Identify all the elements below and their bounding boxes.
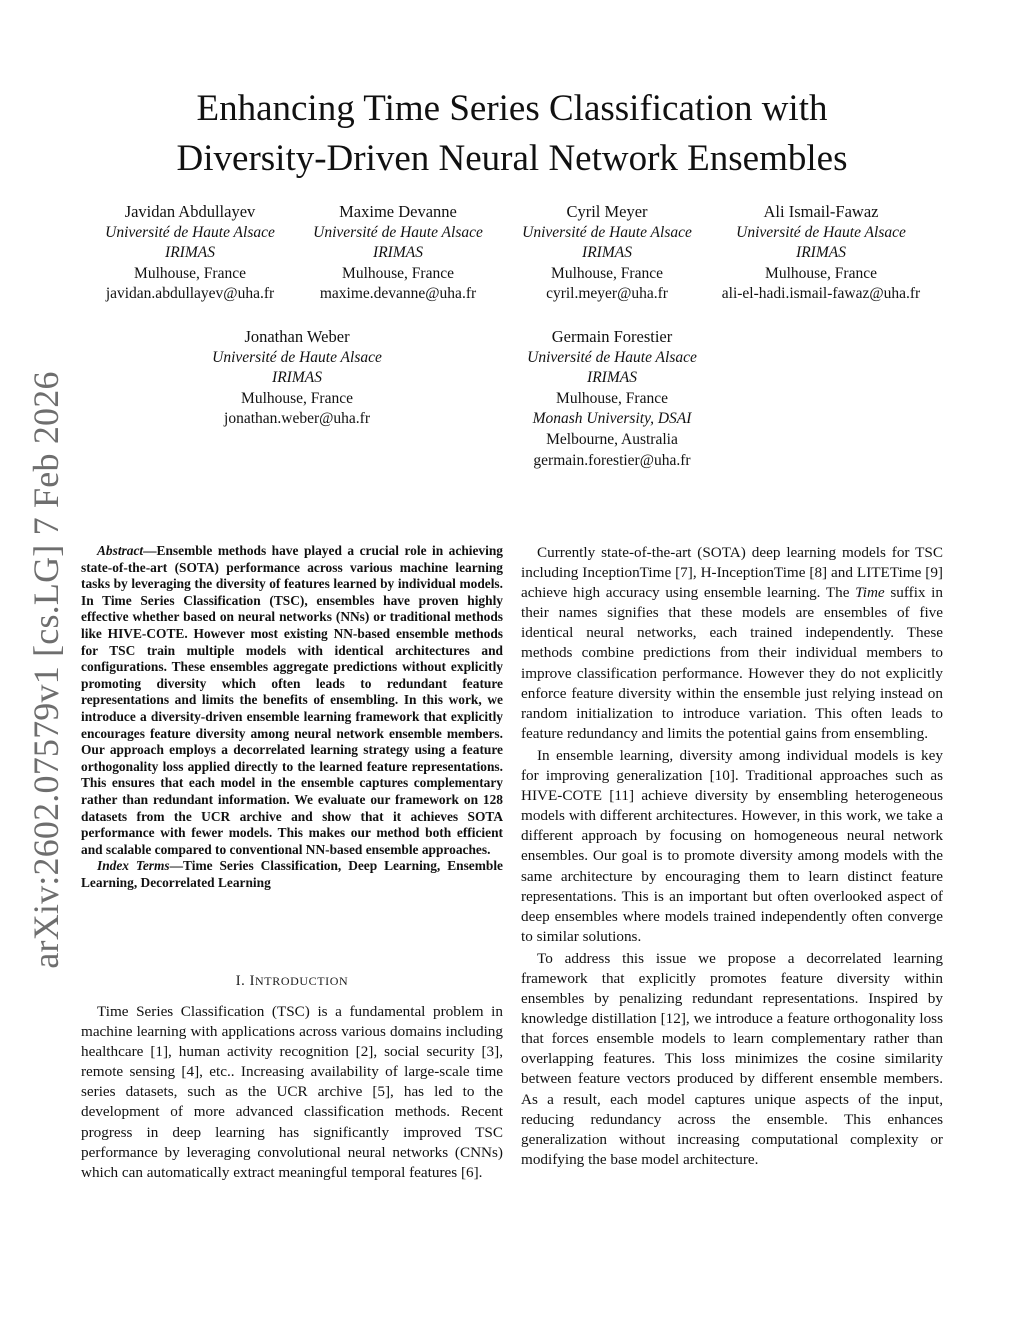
p1-part-b: suffix in their names signifies that these models are ensembles of five identical neural networks, each trained independently. These methods combine predictions from their individual members to improve classification performance. However they do not explicitly enforce feature diversity within the ensemble just relying instead on random initialization to introduce variation. This often leads to feature redundancy and limits the potential gains from ensembling. [521, 584, 943, 742]
section-heading [81, 973, 503, 990]
author-block-3 [492, 202, 722, 305]
p1-part-a: Currently state-of-the-art (SOTA) deep learning models for TSC including InceptionTime [7], H-InceptionTime [8] and LITETime [9] achieve high accuracy using ensemble learning. The [521, 544, 943, 602]
section-title-rest: NTRODUCTION [255, 974, 349, 988]
title-line-1: Enhancing Time Series Classification with [196, 88, 828, 129]
author-name: Cyril Meyer [566, 202, 648, 221]
author-email[interactable]: jonathan.weber@uha.fr [224, 410, 370, 428]
author-email[interactable]: javidan.abdullayev@uha.fr [105, 285, 275, 303]
author-email[interactable]: germain.forestier@uha.fr [533, 451, 691, 469]
author-name: Jonathan Weber [244, 327, 350, 346]
intro-paragraph-4: To address this issue we propose a decorrelated learning framework that explicitly promotes feature diversity within ensembles by penalizing redundant representations. Inspired by knowledge distillation [12], we introduce a feature orthogonality loss that forces ensemble models to learn complementary rather than overlapping features. This loss minimizes the cosine similarity between feature vectors produced by different ensemble members. As a result, each model captures unique aspects of the input, reducing redundancy across the ensemble. This enhances generalization without increasing computational complexity or modifying the base model architecture. [521, 949, 943, 1168]
author-affiliation: Université de Haute Alsace [105, 223, 275, 241]
author-dept: IRIMAS [373, 244, 423, 262]
abstract [81, 543, 503, 891]
author-name: Maxime Devanne [339, 202, 457, 221]
author-name: Germain Forestier [551, 327, 673, 346]
author-dept: IRIMAS [587, 369, 637, 387]
author-dept: IRIMAS [796, 244, 846, 262]
author-dept: IRIMAS [272, 369, 322, 387]
author-email[interactable]: cyril.meyer@uha.fr [546, 285, 668, 303]
p1-time-word: Time [855, 584, 885, 602]
author-affiliation: Université de Haute Alsace [736, 223, 906, 241]
author-location: Mulhouse, France [551, 264, 663, 282]
abstract-label: Abstract [97, 543, 144, 558]
section-number: I. [235, 973, 250, 989]
author-location-2: Melbourne, Australia [546, 430, 678, 448]
author-name: Javidan Abdullayev [124, 202, 256, 221]
abstract-text: —Ensemble methods have played a crucial role in achieving state-of-the-art (SOTA) performance across various machine learning tasks by leveraging the diversity of features learned by individual models. In Time Series Classification (TSC), ensembles have proven highly effective whether based on neural networks (NNs) or traditional methods like HIVE-COTE. However most existing NN-based ensemble methods for TSC train multiple models with identical architectures and configurations. These ensembles aggregate predictions without explicitly promoting diversity which often leads to redundant feature representations and limits the benefits of ensembling. In this work, we introduce a diversity-driven ensemble learning framework that explicitly encourages feature diversity among neural network ensemble members. Our approach employs a decorrelated learning strategy using a feature orthogonality loss applied directly to the learned feature representations. This ensures that each model in the ensemble captures complementary rather than redundant information. We evaluate our framework on 128 datasets from the UCR archive and show that it achieves SOTA performance with fewer models. This makes our method both efficient and scalable compared to conventional NN-based ensemble approaches. [81, 543, 503, 857]
index-terms-label: Index Terms [97, 858, 170, 874]
paper-title [100, 84, 924, 184]
author-affiliation: Université de Haute Alsace [313, 223, 483, 241]
author-location: Mulhouse, France [765, 264, 877, 282]
author-dept: IRIMAS [582, 244, 632, 262]
author-affiliation: Université de Haute Alsace [212, 348, 382, 366]
author-affiliation: Université de Haute Alsace [522, 223, 692, 241]
author-location: Mulhouse, France [556, 389, 668, 407]
abstract-paragraph [81, 543, 503, 858]
author-block-2 [283, 202, 513, 305]
author-name: Ali Ismail-Fawaz [763, 202, 879, 221]
intro-left [81, 1002, 503, 1185]
author-dept: IRIMAS [165, 244, 215, 262]
author-affiliation: Université de Haute Alsace [527, 348, 697, 366]
intro-right [521, 543, 943, 1172]
title-line-2: Diversity-Driven Neural Network Ensembles [176, 138, 848, 179]
author-location: Mulhouse, France [134, 264, 246, 282]
intro-paragraph-3: In ensemble learning, diversity among individual models is key for improving generalization [10]. Traditional approaches such as HIVE-COTE [11] achieve diversity by ensembling heterogeneous models with different architectures. However, in this work, we take a different approach by focusing on homogeneous neural network ensembles. Our goal is to promote diversity among models with the same architecture by encouraging them to learn distinct feature representations. This is an important but often overlooked aspect of deep ensembles where models trained independently often converge to similar solutions. [521, 746, 943, 945]
author-email[interactable]: ali-el-hadi.ismail-fawaz@uha.fr [721, 285, 921, 303]
author-email[interactable]: maxime.devanne@uha.fr [319, 285, 477, 303]
author-affiliation-2: Monash University, DSAI [532, 410, 692, 428]
author-block-6 [497, 327, 727, 471]
author-block-4 [696, 202, 946, 305]
author-location: Mulhouse, France [342, 264, 454, 282]
author-location: Mulhouse, France [241, 389, 353, 407]
index-terms-text: —Time Series Classification, Deep Learning, Ensemble Learning, Decorrelated Learning [81, 858, 503, 890]
index-terms [81, 858, 503, 891]
arxiv-identifier: arXiv:2602.07579v1 [cs.LG] 7 Feb 2026 [26, 371, 66, 969]
section-first-letter: I [249, 973, 256, 989]
intro-paragraph-2 [521, 543, 943, 744]
intro-paragraph-1: Time Series Classification (TSC) is a fundamental problem in machine learning with applications across various domains including healthcare [1], human activity recognition [2], social security [3], remote sensing [4], etc.. Increasing availability of large-scale time series datasets, such as the UCR archive [5], has led to the development of more advanced classification methods. Recent progress in deep learning has significantly improved TSC performance by leveraging convolutional neural networks (CNNs) which can automatically extract meaningful temporal features [6]. [81, 1003, 503, 1181]
author-block-5 [182, 327, 412, 430]
author-block-1 [75, 202, 305, 305]
